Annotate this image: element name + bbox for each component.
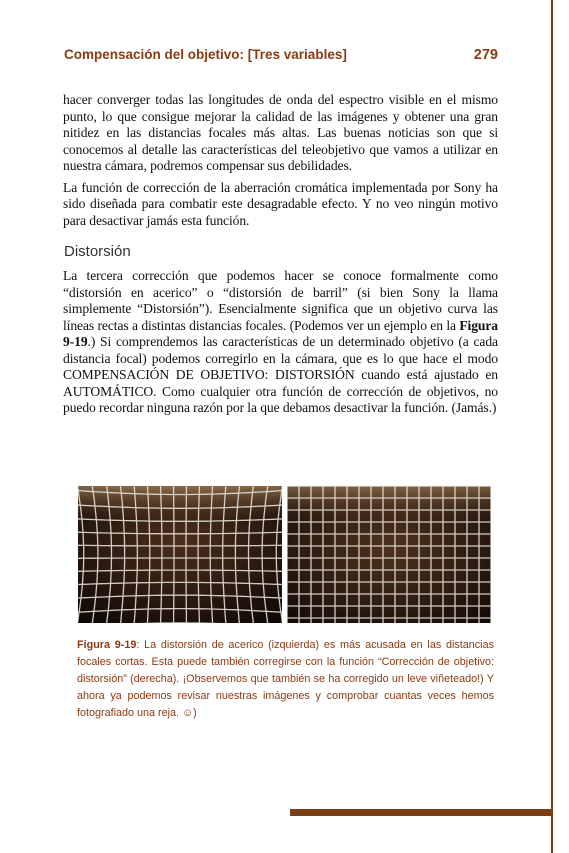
page-header xyxy=(64,47,498,67)
paragraph-text: .) Si comprendemos las características de un determinado objetivo (a cada distancia focal) podemos corregirlo en la cámara, que es lo que hace el modo COMPENSACIÓN DE OBJETIVO: DISTORSIÓN cuando está ajustado en AUTOMÁTICO. Como cualquier otra función de corrección de objetivos, no puedo recordar ninguna razón por la que debamos desactivar la función. (Jamás.) xyxy=(63,334,498,415)
mesh-line xyxy=(186,486,187,623)
caption-text: : La distorsión de acerico (izquierda) es más acusada en las distancias focales cortas. Esta puede también corregirse con la función “Corrección de objetivo: distorsión” (derecha). ¡Observemos que también se ha corregido un leve viñeteado!) Y ahora ya podemos revisar nuestras imágenes y comprobar cuantas veces hemos fotografiado una reja. ☺) xyxy=(77,639,494,719)
figure-caption xyxy=(77,637,494,722)
figure-label: Figura 9-19 xyxy=(77,639,137,651)
figure-images xyxy=(78,486,491,623)
pincushion-distortion-photo xyxy=(78,486,282,623)
page-number: 279 xyxy=(473,47,498,63)
main-text xyxy=(63,92,498,422)
mesh-line xyxy=(173,486,174,623)
figure-reference: Figura 9-19 xyxy=(63,317,498,349)
running-title: Compensación del objetivo: [Tres variables] xyxy=(64,47,347,62)
footer-rule xyxy=(290,809,551,816)
paragraph: La función de corrección de la aberración cromática implementada por Sony ha sido diseñada para combatir este desagradable efecto. Y no veo ningún motivo para desactivar jamás esta función. xyxy=(63,179,498,228)
paragraph-text: La tercera corrección que podemos hacer se conoce formalmente como “distorsión en acerico” o “distorsión de barril” (si bien Sony la llama simplemente “Distorsión”). Esencialmente significa que un objetivo curva las líneas rectas a distintas distancias focales. (Podemos ver un ejemplo en la xyxy=(63,268,498,333)
page-edge-margin xyxy=(551,0,569,853)
section-heading: Distorsión xyxy=(64,243,131,260)
page-edge-line xyxy=(551,0,553,853)
paragraph: hacer converger todas las longitudes de onda del espectro visible en el mismo punto, lo que consigue mejorar la calidad de las imágenes y obtener una gran nitidez en las distancias focales más altas. Las buenas noticias son que si conocemos al detalle las características del teleobjetivo que vamos a utilizar en nuestra cámara, podremos compensar sus debilidades. xyxy=(63,92,498,173)
paragraph xyxy=(63,268,498,417)
corrected-distortion-photo xyxy=(287,486,491,623)
